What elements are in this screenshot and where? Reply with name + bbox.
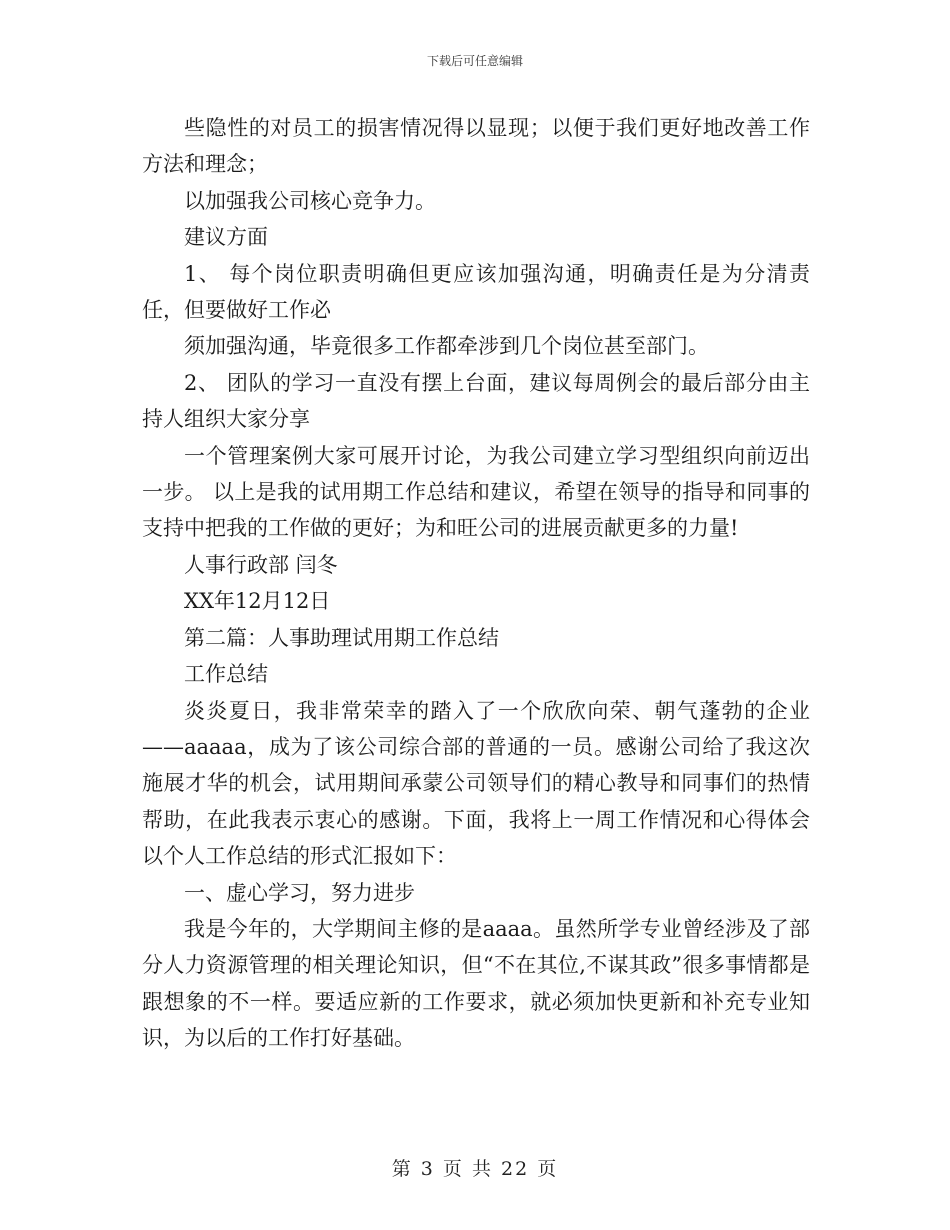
paragraph: 2、 团队的学习一直没有摆上台面，建议每周例会的最后部分由主持人组织大家分享 — [142, 370, 810, 432]
page-number: 第 3 页 共 22 页 — [391, 1158, 559, 1180]
subsection-title: 工作总结 — [184, 662, 268, 687]
paragraph: 我是今年的，大学期间主修的是aaaa。虽然所学专业曾经涉及了部分人力资源管理的相关理论知识，但“不在其位,不谋其政”很多事情都是跟想象的不一样。要适应新的工作要求，就必须加快更新和补充专业知识，为以后的工作打好基础。 — [142, 916, 810, 1051]
section-title: 第二篇：人事助理试用期工作总结 — [184, 625, 499, 650]
paragraph: 炎炎夏日，我非常荣幸的踏入了一个欣欣向荣、朝气蓬勃的企业——aaaaa，成为了该公司综合部的普通的一员。感谢公司给了我这次施展才华的机会，试用期间承蒙公司领导们的精心教导和同事们的热情帮助，在此我表示衷心的感谢。下面，我将上一周工作情况和心得体会以个人工作总结的形式汇报如下： — [142, 698, 810, 869]
header-note: 下载后可任意编辑 — [426, 54, 523, 68]
signature-date: XX年12月12日 — [184, 589, 331, 614]
paragraph: 一个管理案例大家可展开讨论，为我公司建立学习型组织向前迈出一步。 以上是我的试用期工作总结和建议，希望在领导的指导和同事的支持中把我的工作做的更好；为和旺公司的进展贡献更多的力量! — [142, 443, 810, 541]
paragraph: 以加强我公司核心竞争力。 — [184, 188, 436, 213]
paragraph: 建议方面 — [184, 225, 268, 250]
paragraph: 些隐性的对员工的损害情况得以显现；以便于我们更好地改善工作方法和理念； — [142, 116, 810, 177]
subsection-heading: 一、虚心学习，努力进步 — [184, 880, 415, 905]
signature-department: 人事行政部 闫冬 — [184, 552, 338, 577]
document-body — [142, 110, 810, 1057]
paragraph: 1、 每个岗位职责明确但更应该加强沟通，明确责任是为分清责任，但要做好工作必 — [142, 261, 810, 323]
paragraph: 须加强沟通，毕竟很多工作都牵涉到几个岗位甚至部门。 — [184, 334, 709, 359]
